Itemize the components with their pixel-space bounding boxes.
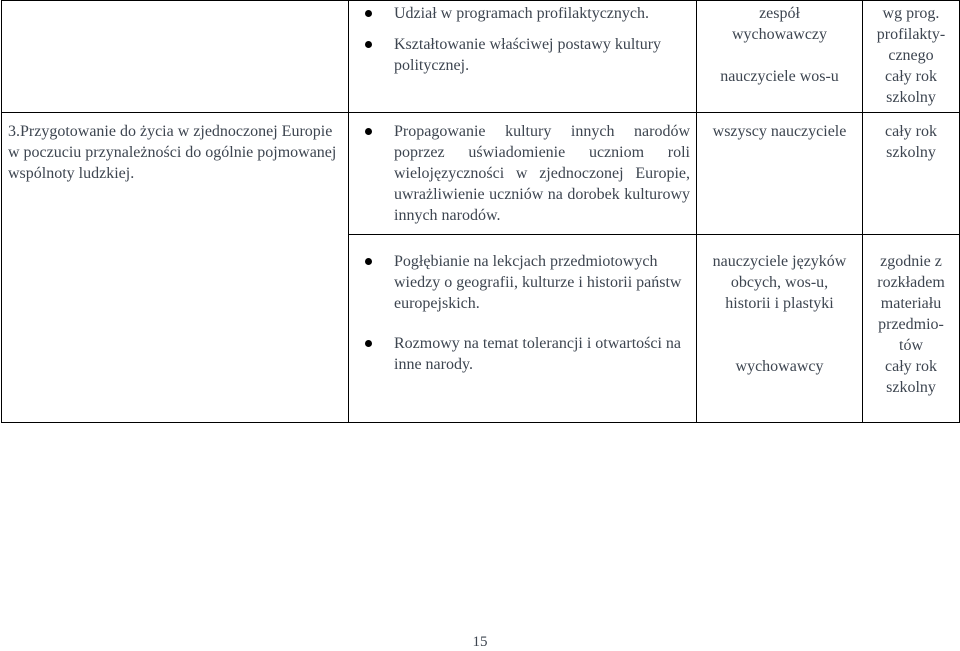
page-number: 15 — [472, 634, 488, 650]
activity-text: Rozmowy na temat tolerancji i otwartości na inne narody. — [394, 335, 682, 373]
timeline-line: przedmio- — [878, 316, 944, 333]
responsible-line: wychowawcy — [735, 358, 824, 375]
plan-table — [1, 0, 960, 423]
activities-cell — [349, 235, 697, 423]
bullet-icon — [365, 258, 372, 265]
activities-list — [355, 3, 690, 76]
list-item — [355, 251, 690, 314]
table-row — [2, 113, 960, 235]
activity-text: Propagowanie kultury innych narodów poprzez uświadomienie uczniom roli wielojęzyczności w zjednoczonej Europie, uwrażliwienie uczniów na dorobek kulturowy innych narodów. — [394, 123, 690, 224]
list-item — [355, 333, 690, 375]
responsible-line: nauczyciele języków — [712, 253, 847, 270]
timeline-line: tów — [899, 337, 923, 354]
timeline-line: cały rok — [885, 68, 937, 85]
responsible-cell — [697, 235, 863, 423]
responsible-line: obcych, wos-u, — [730, 274, 829, 291]
timeline-line: szkolny — [886, 89, 936, 106]
timeline-line: materiału — [880, 295, 942, 312]
activities-list — [355, 251, 690, 375]
responsible-line: wszyscy nauczyciele — [712, 123, 847, 140]
bullet-icon — [365, 41, 372, 48]
activity-text: Udział w programach profilaktycznych. — [394, 5, 650, 22]
spacer — [703, 45, 856, 66]
bullet-icon — [365, 10, 372, 17]
timeline-line: profilakty- — [876, 26, 946, 43]
responsible-line: zespół — [759, 5, 800, 22]
activities-cell — [349, 113, 697, 235]
goal-cell — [2, 1, 349, 113]
timeline-line: szkolny — [886, 379, 936, 396]
list-item — [355, 121, 690, 226]
list-item — [355, 3, 690, 24]
timeline-line: wg prog. — [882, 5, 940, 22]
list-item — [355, 34, 690, 76]
timeline-cell — [863, 235, 960, 423]
timeline-line: cznego — [888, 47, 934, 64]
responsible-line: nauczyciele wos-u — [720, 68, 839, 85]
responsible-line: wychowawczy — [731, 26, 828, 43]
activities-cell — [349, 1, 697, 113]
timeline-line: cały rok — [885, 123, 937, 140]
timeline-line: zgodnie z — [880, 253, 942, 270]
timeline-cell — [863, 1, 960, 113]
activities-list — [355, 121, 690, 226]
table-row — [2, 1, 960, 113]
goal-cell: 3.Przygotowanie do życia w zjednoczonej Europie w poczuciu przynależności do ogólnie pojmowanej wspólnoty ludzkiej. — [2, 113, 349, 423]
timeline-line: cały rok — [885, 358, 937, 375]
timeline-cell — [863, 113, 960, 235]
spacer — [703, 314, 856, 356]
activity-text: Kształtowanie właściwej postawy kultury politycznej. — [394, 36, 662, 74]
timeline-line: rozkładem — [877, 274, 945, 291]
responsible-cell — [697, 1, 863, 113]
responsible-cell — [697, 113, 863, 235]
bullet-icon — [365, 340, 372, 347]
timeline-line: szkolny — [886, 144, 936, 161]
responsible-line: historii i plastyki — [725, 295, 834, 312]
activity-text: Pogłębianie na lekcjach przedmiotowych wiedzy o geografii, kulturze i historii państw europejskich. — [394, 253, 682, 312]
bullet-icon — [365, 128, 372, 135]
